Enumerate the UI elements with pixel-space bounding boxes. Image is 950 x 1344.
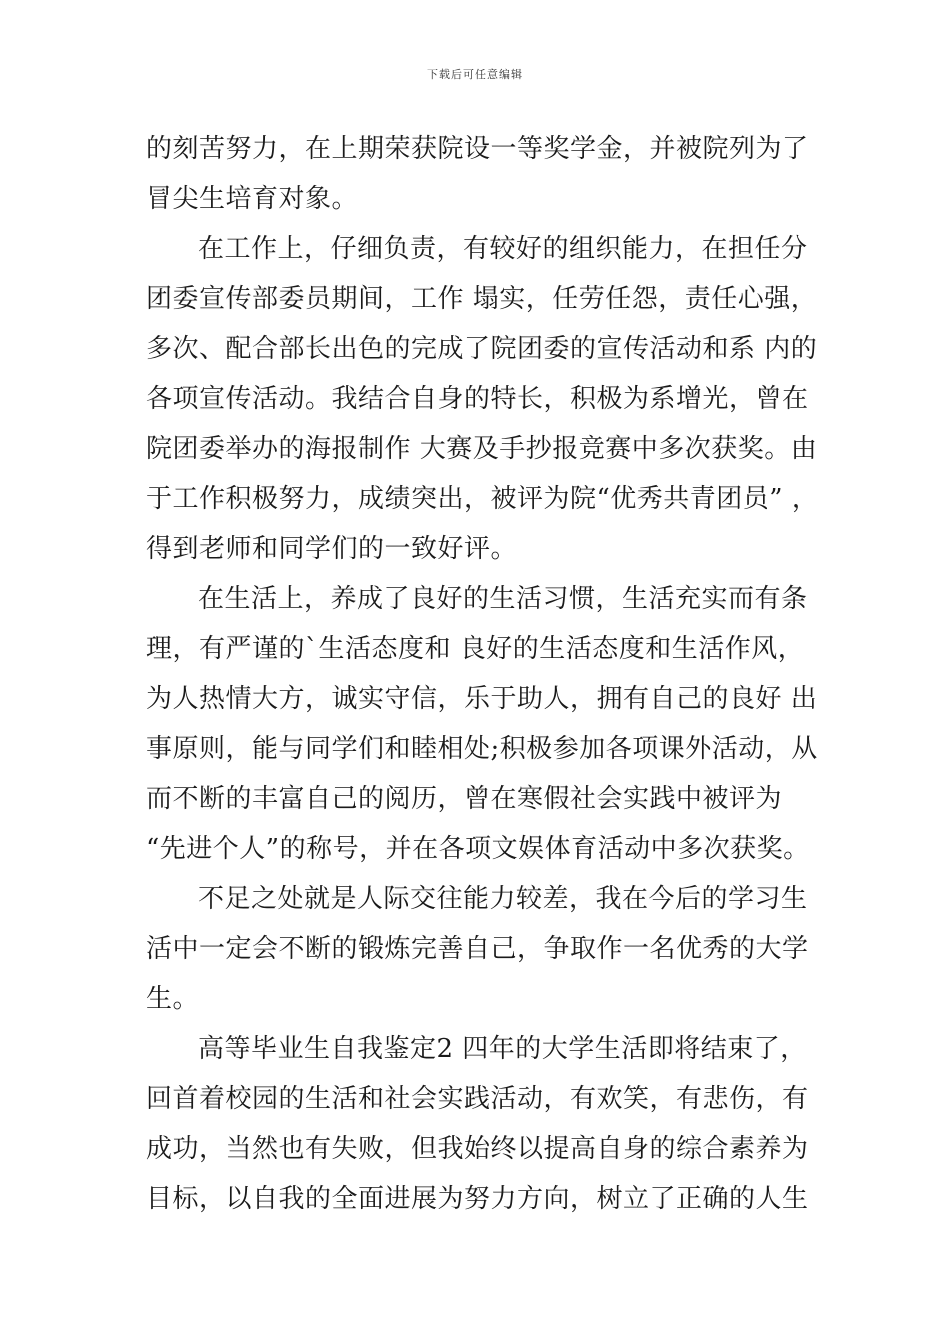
text-line: 在生活上，养成了良好的生活习惯，生活充实而有条 (198, 584, 808, 614)
text-line: 院团委举办的海报制作 大赛及手抄报竞赛中多次获奖。由 (146, 434, 818, 464)
text-line: 活中一定会不断的锻炼完善自己，争取作一名优秀的大学 (146, 934, 809, 964)
text-line: 各项宣传活动。我结合自身的特长，积极为系增光，曾在 (146, 384, 809, 414)
text-line: 冒尖生培育对象。 (146, 184, 359, 214)
text-line: 的刻苦努力，在上期荣获院设一等奖学金，并被院列为了 (146, 134, 809, 164)
text-line: 成功，当然也有失败，但我始终以提高自身的综合素养为 (146, 1134, 809, 1164)
text-line: 不足之处就是人际交往能力较差，我在今后的学习生 (198, 884, 808, 914)
text-line: 在工作上，仔细负责，有较好的组织能力，在担任分 (198, 234, 808, 264)
paragraph (146, 574, 826, 874)
text-line: “先进个人”的称号，并在各项文娱体育活动中多次获奖。 (146, 834, 810, 864)
text-line: 目标，以自我的全面进展为努力方向，树立了正确的人生 (146, 1184, 809, 1214)
paragraph (146, 874, 826, 1024)
text-line: 多次、配合部长出色的完成了院团委的宣传活动和系 内的 (146, 334, 818, 364)
text-line: 得到老师和同学们的一致好评。 (146, 534, 518, 564)
text-line: 回首着校园的生活和社会实践活动，有欢笑，有悲伤，有 (146, 1084, 809, 1114)
text-line: 高等毕业生自我鉴定2 四年的大学生活即将结束了， (198, 1034, 807, 1064)
document-body (146, 124, 826, 1224)
paragraph (146, 224, 826, 574)
text-line: 理，有严谨的`生活态度和 良好的生活态度和生活作风， (146, 634, 805, 664)
text-line: 团委宣传部委员期间，工作 塌实，任劳任怨，责任心强， (146, 284, 818, 314)
text-line: 而不断的丰富自己的阅历，曾在寒假社会实践中被评为 (146, 784, 783, 814)
page-header: 下载后可任意编辑 (427, 68, 523, 81)
text-line: 生。 (146, 984, 200, 1014)
paragraph (146, 1024, 826, 1224)
text-line: 为人热情大方，诚实守信，乐于助人，拥有自己的良好 出 (146, 684, 818, 714)
paragraph (146, 124, 826, 224)
text-line: 事原则，能与同学们和睦相处;积极参加各项课外活动，从 (146, 734, 818, 764)
text-line: 于工作积极努力，成绩突出，被评为院“优秀共青团员” ， (146, 484, 819, 514)
